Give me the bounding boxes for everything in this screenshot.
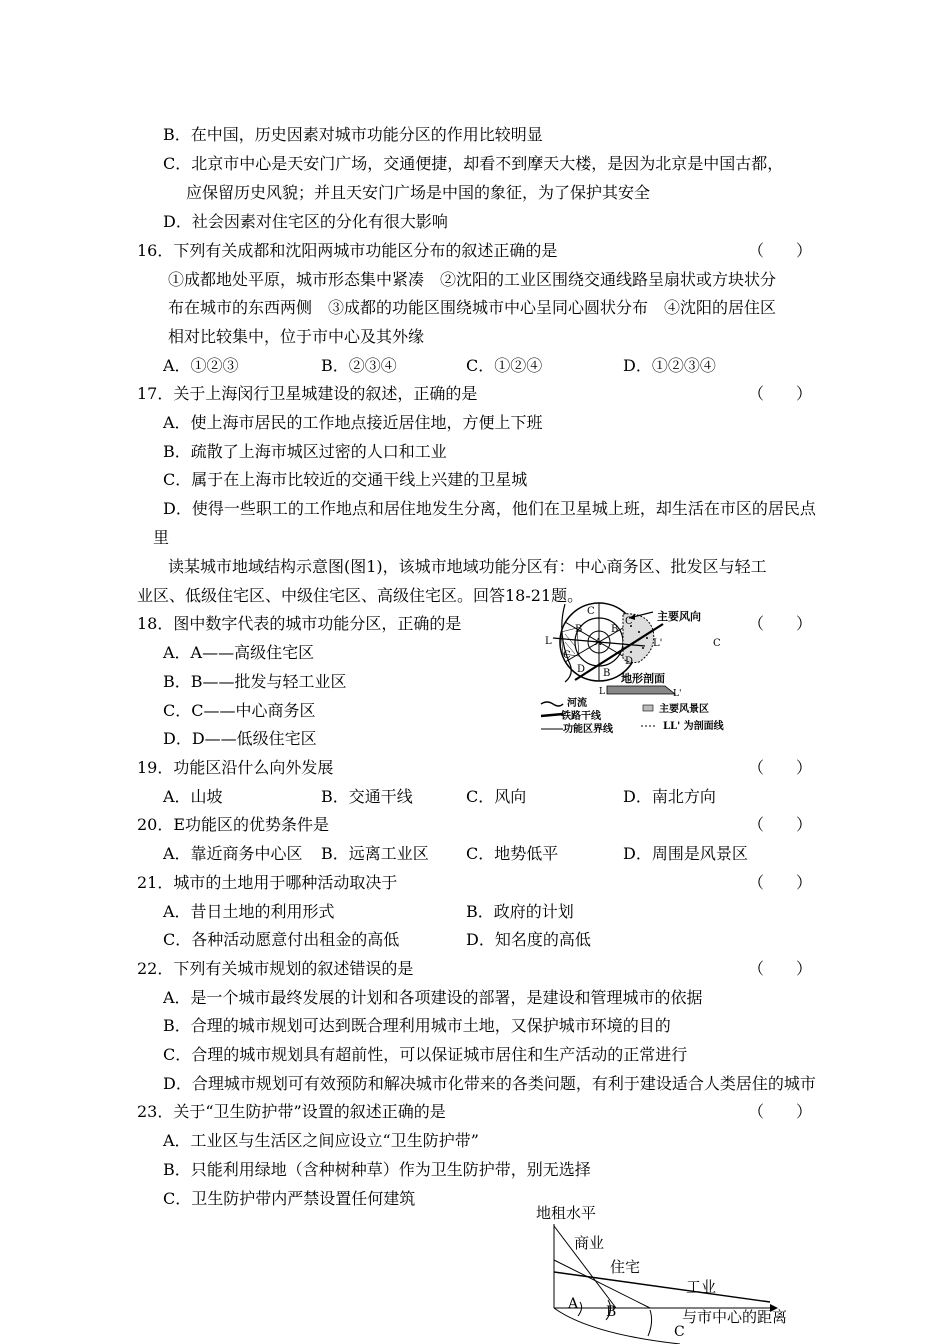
map-label-c-far: C xyxy=(713,638,721,649)
legend-rail-label: 铁路干线 xyxy=(561,711,601,722)
q21-stem: 21．城市的土地用于哪种活动取决于 xyxy=(137,873,398,892)
q17-option-c: C．属于在上海市比较近的交通干线上兴建的卫星城 xyxy=(163,470,528,489)
q16-option-a: A．①②③ xyxy=(163,356,239,375)
legend-section-label: LL' 为剖面线 xyxy=(663,721,724,732)
q23-option-a: A．工业区与生活区之间应设立“卫生防护带” xyxy=(163,1131,479,1150)
q20-option-b: B．远离工业区 xyxy=(321,844,429,863)
q23-option-c: C．卫生防护带内严禁设置任何建筑 xyxy=(163,1189,416,1208)
rent-point-b: B xyxy=(606,1304,617,1320)
intro-line1: 读某城市地域结构示意图(图1)，该城市地域功能分区有：中心商务区、批发区与轻工 xyxy=(168,557,767,576)
rent-label-industry: 工业 xyxy=(686,1278,717,1296)
map-label-c2: C xyxy=(625,616,633,627)
q19-option-c: C．风向 xyxy=(466,787,527,806)
q19-option-d: D．南北方向 xyxy=(623,787,716,806)
q22-stem: 22．下列有关城市规划的叙述错误的是 xyxy=(137,959,414,978)
q17-option-b: B．疏散了上海市城区过密的人口和工业 xyxy=(163,442,447,461)
q18-option-c: C．C——中心商务区 xyxy=(163,701,316,720)
q16-statement-line3: 相对比较集中，位于市中心及其外缘 xyxy=(168,327,425,346)
rent-label-housing: 住宅 xyxy=(610,1258,641,1276)
rent-chart-xlabel: 与市中心的距离 xyxy=(682,1308,788,1326)
city-structure-map xyxy=(535,602,745,738)
map-label-l-prime: L' xyxy=(653,638,663,649)
q15-option-d: D．社会因素对住宅区的分化有很大影响 xyxy=(163,212,448,231)
map-terrain-l: L xyxy=(599,687,605,697)
intro-line2: 业区、低级住宅区、中级住宅区、高级住宅区。回答18-21题。 xyxy=(137,586,584,605)
q23-option-b: B．只能利用绿地（含种树种草）作为卫生防护带，别无选择 xyxy=(163,1160,591,1179)
q19-answer-bracket: （ ） xyxy=(748,758,813,777)
legend-scenic-symbol xyxy=(643,705,653,711)
q20-option-d: D．周围是风景区 xyxy=(623,844,748,863)
q17-answer-bracket: （ ） xyxy=(748,384,813,403)
q20-stem: 20．E功能区的优势条件是 xyxy=(137,815,330,834)
q16-stem: 16．下列有关成都和沈阳两城市功能区分布的叙述正确的是 xyxy=(137,241,558,260)
legend-boundary-label: 功能区界线 xyxy=(563,724,613,735)
q18-option-d: D．D——低级住宅区 xyxy=(163,729,317,748)
map-label-d2: D xyxy=(625,656,634,667)
q21-option-d: D．知名度的高低 xyxy=(466,930,591,949)
map-label-b2: B xyxy=(611,624,619,635)
map-terrain-label: 地形剖面 xyxy=(621,672,665,685)
q19-option-b: B．交通干线 xyxy=(321,787,413,806)
q16-option-d: D．①②③④ xyxy=(623,356,716,375)
q16-statement-line2: 布在城市的东西两侧 ③成都的功能区围绕城市中心呈同心圆状分布 ④沈阳的居住区 xyxy=(168,298,777,317)
legend-river-symbol xyxy=(541,702,563,706)
q23-answer-bracket: （ ） xyxy=(748,1102,813,1121)
map-label-l: L xyxy=(545,636,552,647)
q20-answer-bracket: （ ） xyxy=(748,815,813,834)
q15-option-c-line2: 应保留历史风貌；并且天安门广场是中国的象征，为了保护其安全 xyxy=(186,183,651,202)
q19-stem: 19．功能区沿什么向外发展 xyxy=(137,758,334,777)
map-wind-label: 主要风向 xyxy=(657,610,701,623)
q21-option-b: B．政府的计划 xyxy=(466,902,574,921)
q21-answer-bracket: （ ） xyxy=(748,873,813,892)
q22-answer-bracket: （ ） xyxy=(748,959,813,978)
rent-chart xyxy=(530,1198,830,1344)
rent-line-industry xyxy=(554,1272,770,1302)
q15-option-c-line1: C．北京市中心是天安门广场，交通便捷，却看不到摩天大楼，是因为北京是中国古都， xyxy=(163,154,784,173)
q17-option-d-line2: 里 xyxy=(153,528,170,547)
map-terrain-l-prime: L' xyxy=(673,689,682,699)
rent-point-c: C xyxy=(674,1324,685,1340)
map-terrain-profile xyxy=(607,686,675,694)
q17-stem: 17．关于上海闵行卫星城建设的叙述，正确的是 xyxy=(137,384,478,403)
q18-option-a: A．A——高级住宅区 xyxy=(163,643,315,662)
q16-option-b: B．②③④ xyxy=(321,356,397,375)
legend-rail-symbol xyxy=(541,714,563,716)
map-label-c3: C xyxy=(563,650,571,661)
rent-label-commerce: 商业 xyxy=(574,1234,605,1252)
q16-statement-line1: ①成都地处平原，城市形态集中紧凑 ②沈阳的工业区围绕交通线路呈扇状或方块状分 xyxy=(168,270,777,289)
q22-option-d: D．合理城市规划可有效预防和解决城市化带来的各类问题，有利于建设适合人类居住的城市 xyxy=(163,1074,816,1093)
rent-point-a: A xyxy=(568,1296,579,1312)
q17-option-d-line1: D．使得一些职工的工作地点和居住地发生分离，他们在卫星城上班，却生活在市区的居民点 xyxy=(163,499,816,518)
q18-stem: 18．图中数字代表的城市功能分区，正确的是 xyxy=(137,614,462,633)
map-label-b1: B xyxy=(575,624,583,635)
q16-answer-bracket: （ ） xyxy=(748,241,813,260)
map-label-b3: B xyxy=(603,668,611,679)
rent-chart-boundary-curve xyxy=(554,1308,680,1344)
rent-chart-ylabel: 地租水平 xyxy=(536,1204,597,1222)
q22-option-b: B．合理的城市规划可达到既合理利用城市土地，又保护城市环境的目的 xyxy=(163,1016,671,1035)
q16-option-c: C．①②④ xyxy=(466,356,543,375)
q21-option-a: A．昔日土地的利用形式 xyxy=(163,902,335,921)
q23-stem: 23．关于“卫生防护带”设置的叙述正确的是 xyxy=(137,1102,446,1121)
map-label-a: A xyxy=(595,638,602,648)
q18-option-b: B．B——批发与轻工业区 xyxy=(163,672,347,691)
map-label-d: D xyxy=(577,664,586,675)
q18-answer-bracket: （ ） xyxy=(748,614,813,633)
q21-option-c: C．各种活动愿意付出租金的高低 xyxy=(163,930,400,949)
map-label-c1: C xyxy=(587,606,595,617)
q17-option-a: A．使上海市居民的工作地点接近居住地，方便上下班 xyxy=(163,413,543,432)
q22-option-a: A．是一个城市最终发展的计划和各项建设的部署，是建设和管理城市的依据 xyxy=(163,988,703,1007)
q19-option-a: A．山坡 xyxy=(163,787,223,806)
legend-river-label: 河流 xyxy=(567,698,587,709)
q20-option-a: A．靠近商务中心区 xyxy=(163,844,303,863)
q22-option-c: C．合理的城市规划具有超前性，可以保证城市居住和生产活动的正常进行 xyxy=(163,1045,688,1064)
legend-scenic-label: 主要风景区 xyxy=(659,704,709,715)
q15-option-b: B．在中国，历史因素对城市功能分区的作用比较明显 xyxy=(163,125,543,144)
q20-option-c: C．地势低平 xyxy=(466,844,559,863)
